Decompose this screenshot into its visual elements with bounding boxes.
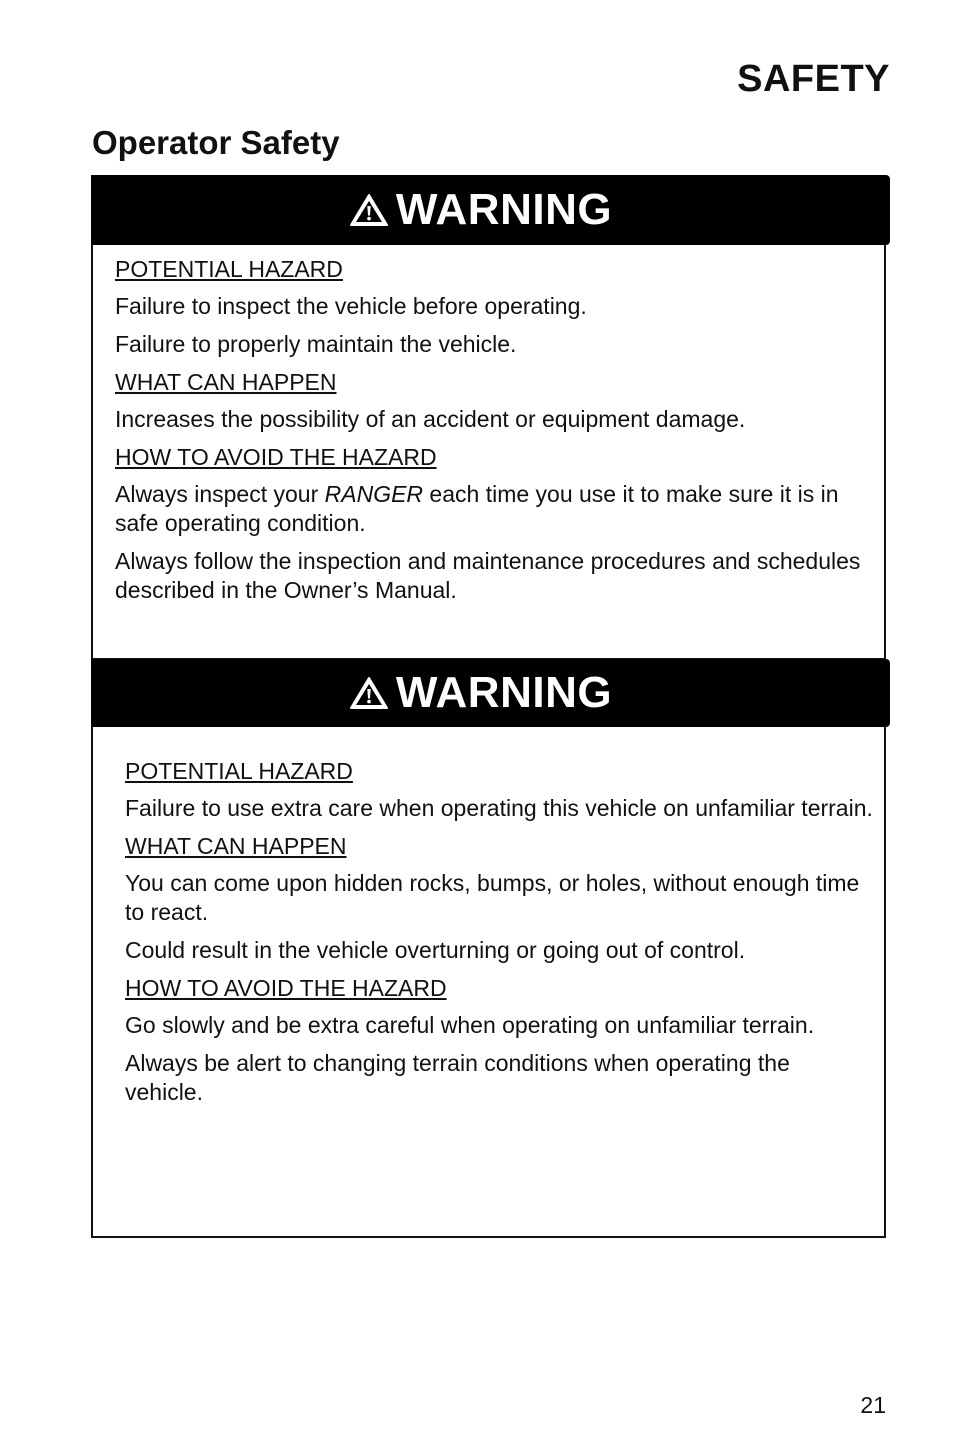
hazard-text: Failure to use extra care when operating this vehicle on unfamiliar terrain. (125, 795, 873, 821)
consequence-text: You can come upon hidden rocks, bumps, or holes, without enough time to react. (125, 870, 860, 925)
warning-box-inspection (91, 175, 886, 660)
avoid-text: Always follow the inspection and maintenance procedures and schedules described in the Owner’s Manual. (115, 548, 861, 603)
section-title: SAFETY (737, 58, 890, 100)
avoid-text-part: each time you use it to make sure it is in safe operating condition. (115, 481, 839, 536)
what-can-happen-heading: WHAT CAN HAPPEN (125, 833, 347, 859)
how-to-avoid-heading: HOW TO AVOID THE HAZARD (115, 444, 437, 470)
page-subtitle: Operator Safety (92, 124, 340, 161)
warning-label: WARNING (395, 185, 613, 234)
avoid-text-part: Always inspect your (115, 481, 325, 507)
hazard-text: Failure to inspect the vehicle before operating. (115, 293, 587, 319)
warning-banner (91, 175, 890, 245)
how-to-avoid-heading: HOW TO AVOID THE HAZARD (125, 975, 447, 1001)
potential-hazard-heading: POTENTIAL HAZARD (125, 758, 353, 784)
avoid-text: Always be alert to changing terrain conditions when operating the vehicle. (125, 1050, 790, 1105)
consequence-text: Could result in the vehicle overturning or going out of control. (125, 937, 746, 963)
product-name: RANGER (324, 481, 424, 507)
warning-label: WARNING (395, 668, 613, 717)
warning-triangle-icon (349, 676, 389, 710)
avoid-text (115, 480, 874, 538)
hazard-text: Failure to properly maintain the vehicle. (115, 331, 517, 357)
consequence-text: Increases the possibility of an accident or equipment damage. (115, 406, 746, 432)
what-can-happen-heading: WHAT CAN HAPPEN (115, 369, 337, 395)
warning-content (93, 245, 884, 605)
warning-triangle-icon (349, 193, 389, 227)
avoid-text: Go slowly and be extra careful when operating on unfamiliar terrain. (125, 1012, 815, 1038)
potential-hazard-heading: POTENTIAL HAZARD (115, 256, 343, 282)
warning-content (93, 727, 884, 1107)
warning-box-terrain (91, 659, 886, 1238)
warning-banner (91, 659, 890, 727)
page-number: 21 (860, 1392, 886, 1418)
